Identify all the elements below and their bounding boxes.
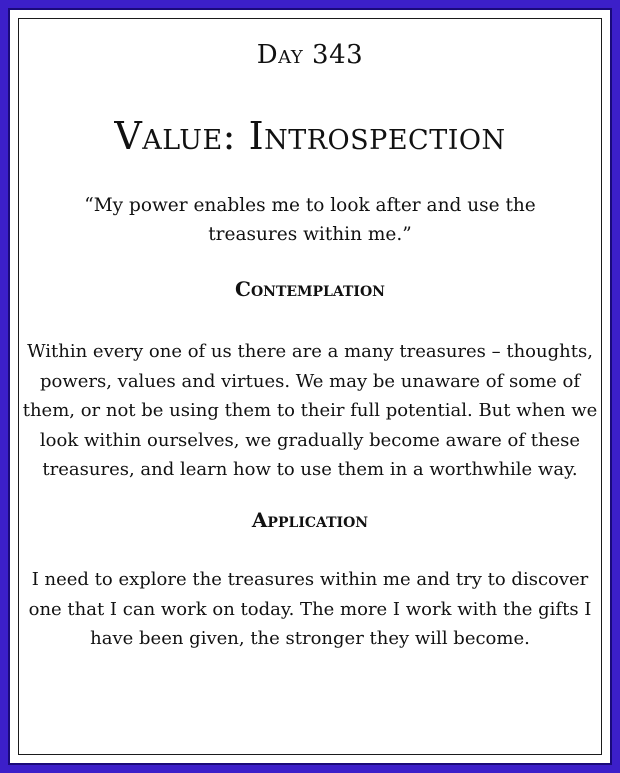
application-heading: Application	[251, 508, 369, 532]
day-number: Day 343	[256, 40, 364, 70]
application-paragraph: I need to explore the treasures within me and try to discover one that I can work on today. The more I work with the gifts I have been given, the stronger they will become.	[28, 569, 592, 649]
contemplation-paragraph: Within every one of us there are a many treasures – thoughts, powers, values and virtues. We may be unaware of some of them, or not be using them to their full potential. But when we look within ourselves, we gradually become aware of these treasures, and learn how to use them in a worthwhile way.	[22, 341, 598, 480]
page-title: Value: Introspection	[114, 114, 506, 158]
quote-text: “My power enables me to look after and use the treasures within me.”	[84, 195, 536, 245]
contemplation-heading: Contemplation	[235, 277, 385, 301]
